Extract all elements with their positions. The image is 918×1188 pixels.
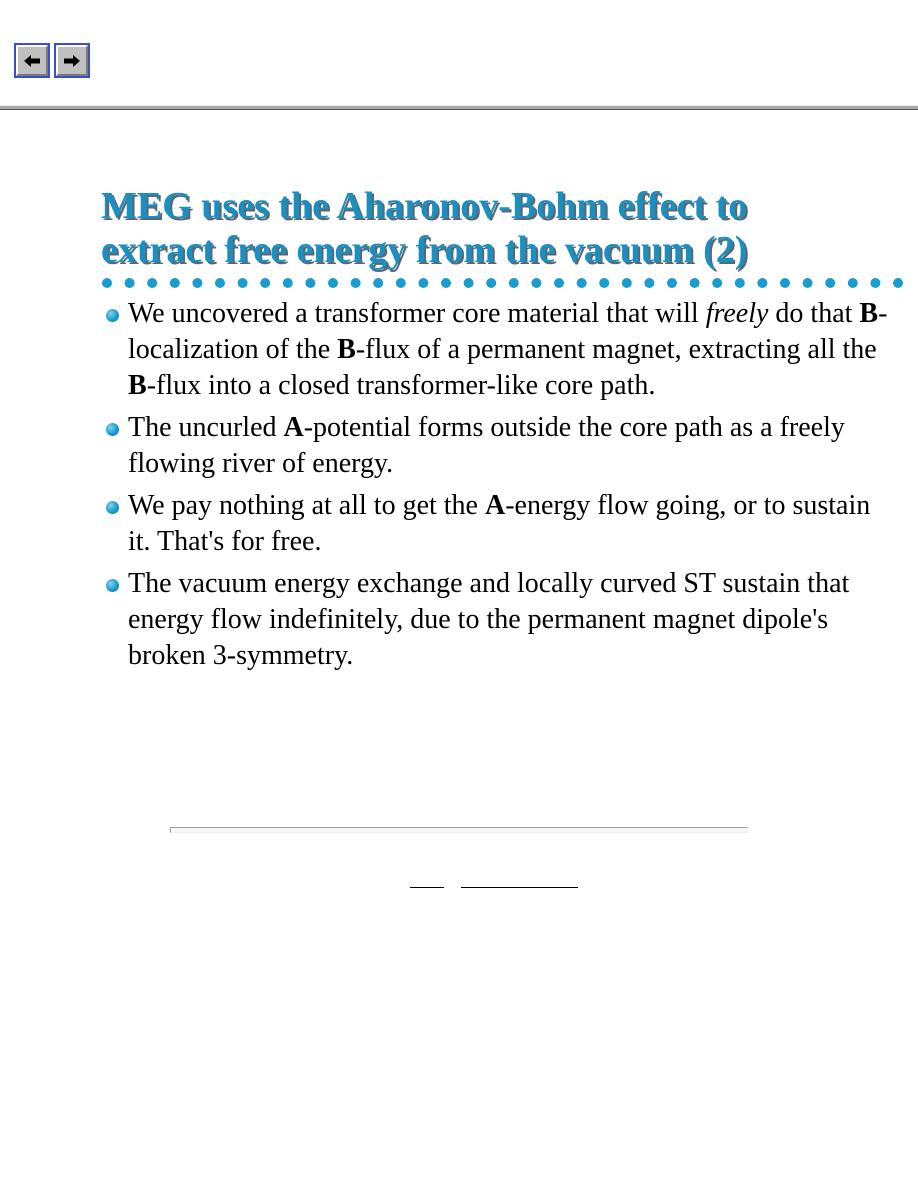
divider-dot [780,278,790,288]
slide-title-line-1: MEG uses the Aharonov-Bohm effect to [101,185,748,227]
divider-dot [170,278,180,288]
divider-dot [644,278,654,288]
header-divider [0,105,918,110]
bullet-item: We pay nothing at all to get the A-energy flow going, or to sustain it. That's for free. [104,488,894,560]
bullet-icon [106,579,119,592]
divider-dot [893,278,903,288]
footer-link-2[interactable] [461,887,578,888]
slide-title [101,184,901,272]
divider-dot [486,278,496,288]
divider-dot [192,278,202,288]
next-slide-button[interactable] [54,43,90,78]
divider-dot [509,278,519,288]
divider-dot [599,278,609,288]
dotted-divider [100,276,918,290]
divider-dot [848,278,858,288]
divider-dot [328,278,338,288]
divider-dot [351,278,361,288]
divider-dot [102,278,112,288]
divider-dot [305,278,315,288]
divider-dot [238,278,248,288]
divider-dot [215,278,225,288]
divider-dot [622,278,632,288]
divider-dot [690,278,700,288]
divider-dot [125,278,135,288]
divider-dot [260,278,270,288]
divider-dot [712,278,722,288]
divider-dot [735,278,745,288]
divider-dot [757,278,767,288]
divider-dot [531,278,541,288]
bullet-icon [106,309,119,322]
divider-dot [870,278,880,288]
arrow-right-icon [63,54,81,68]
divider-dot [418,278,428,288]
bullet-item: The uncurled A-potential forms outside the core path as a freely flowing river of energy. [104,410,894,482]
slide-navigation [14,43,90,78]
divider-dot [283,278,293,288]
divider-dot [441,278,451,288]
divider-dot [577,278,587,288]
bullet-item: The vacuum energy exchange and locally curved ST sustain that energy flow indefinitely, due to the permanent magnet dipole's broken 3-symmetry. [104,566,894,674]
divider-dot [373,278,383,288]
divider-dot [147,278,157,288]
bullet-icon [106,501,119,514]
divider-dot [803,278,813,288]
previous-slide-button[interactable] [14,43,50,78]
divider-dot [667,278,677,288]
divider-dot [396,278,406,288]
bullet-item: We uncovered a transformer core material that will freely do that B-localization of the B-flux of a permanent magnet, extracting all the B-flux into a closed transformer-like core path. [104,296,894,404]
slide-title-line-2: extract free energy from the vacuum (2) [101,229,748,271]
footer-link-1[interactable] [410,887,444,888]
bullet-list [104,296,894,680]
footer-divider [170,827,748,833]
bullet-icon [106,423,119,436]
arrow-left-icon [23,54,41,68]
divider-dot [825,278,835,288]
divider-dot [464,278,474,288]
divider-dot [554,278,564,288]
